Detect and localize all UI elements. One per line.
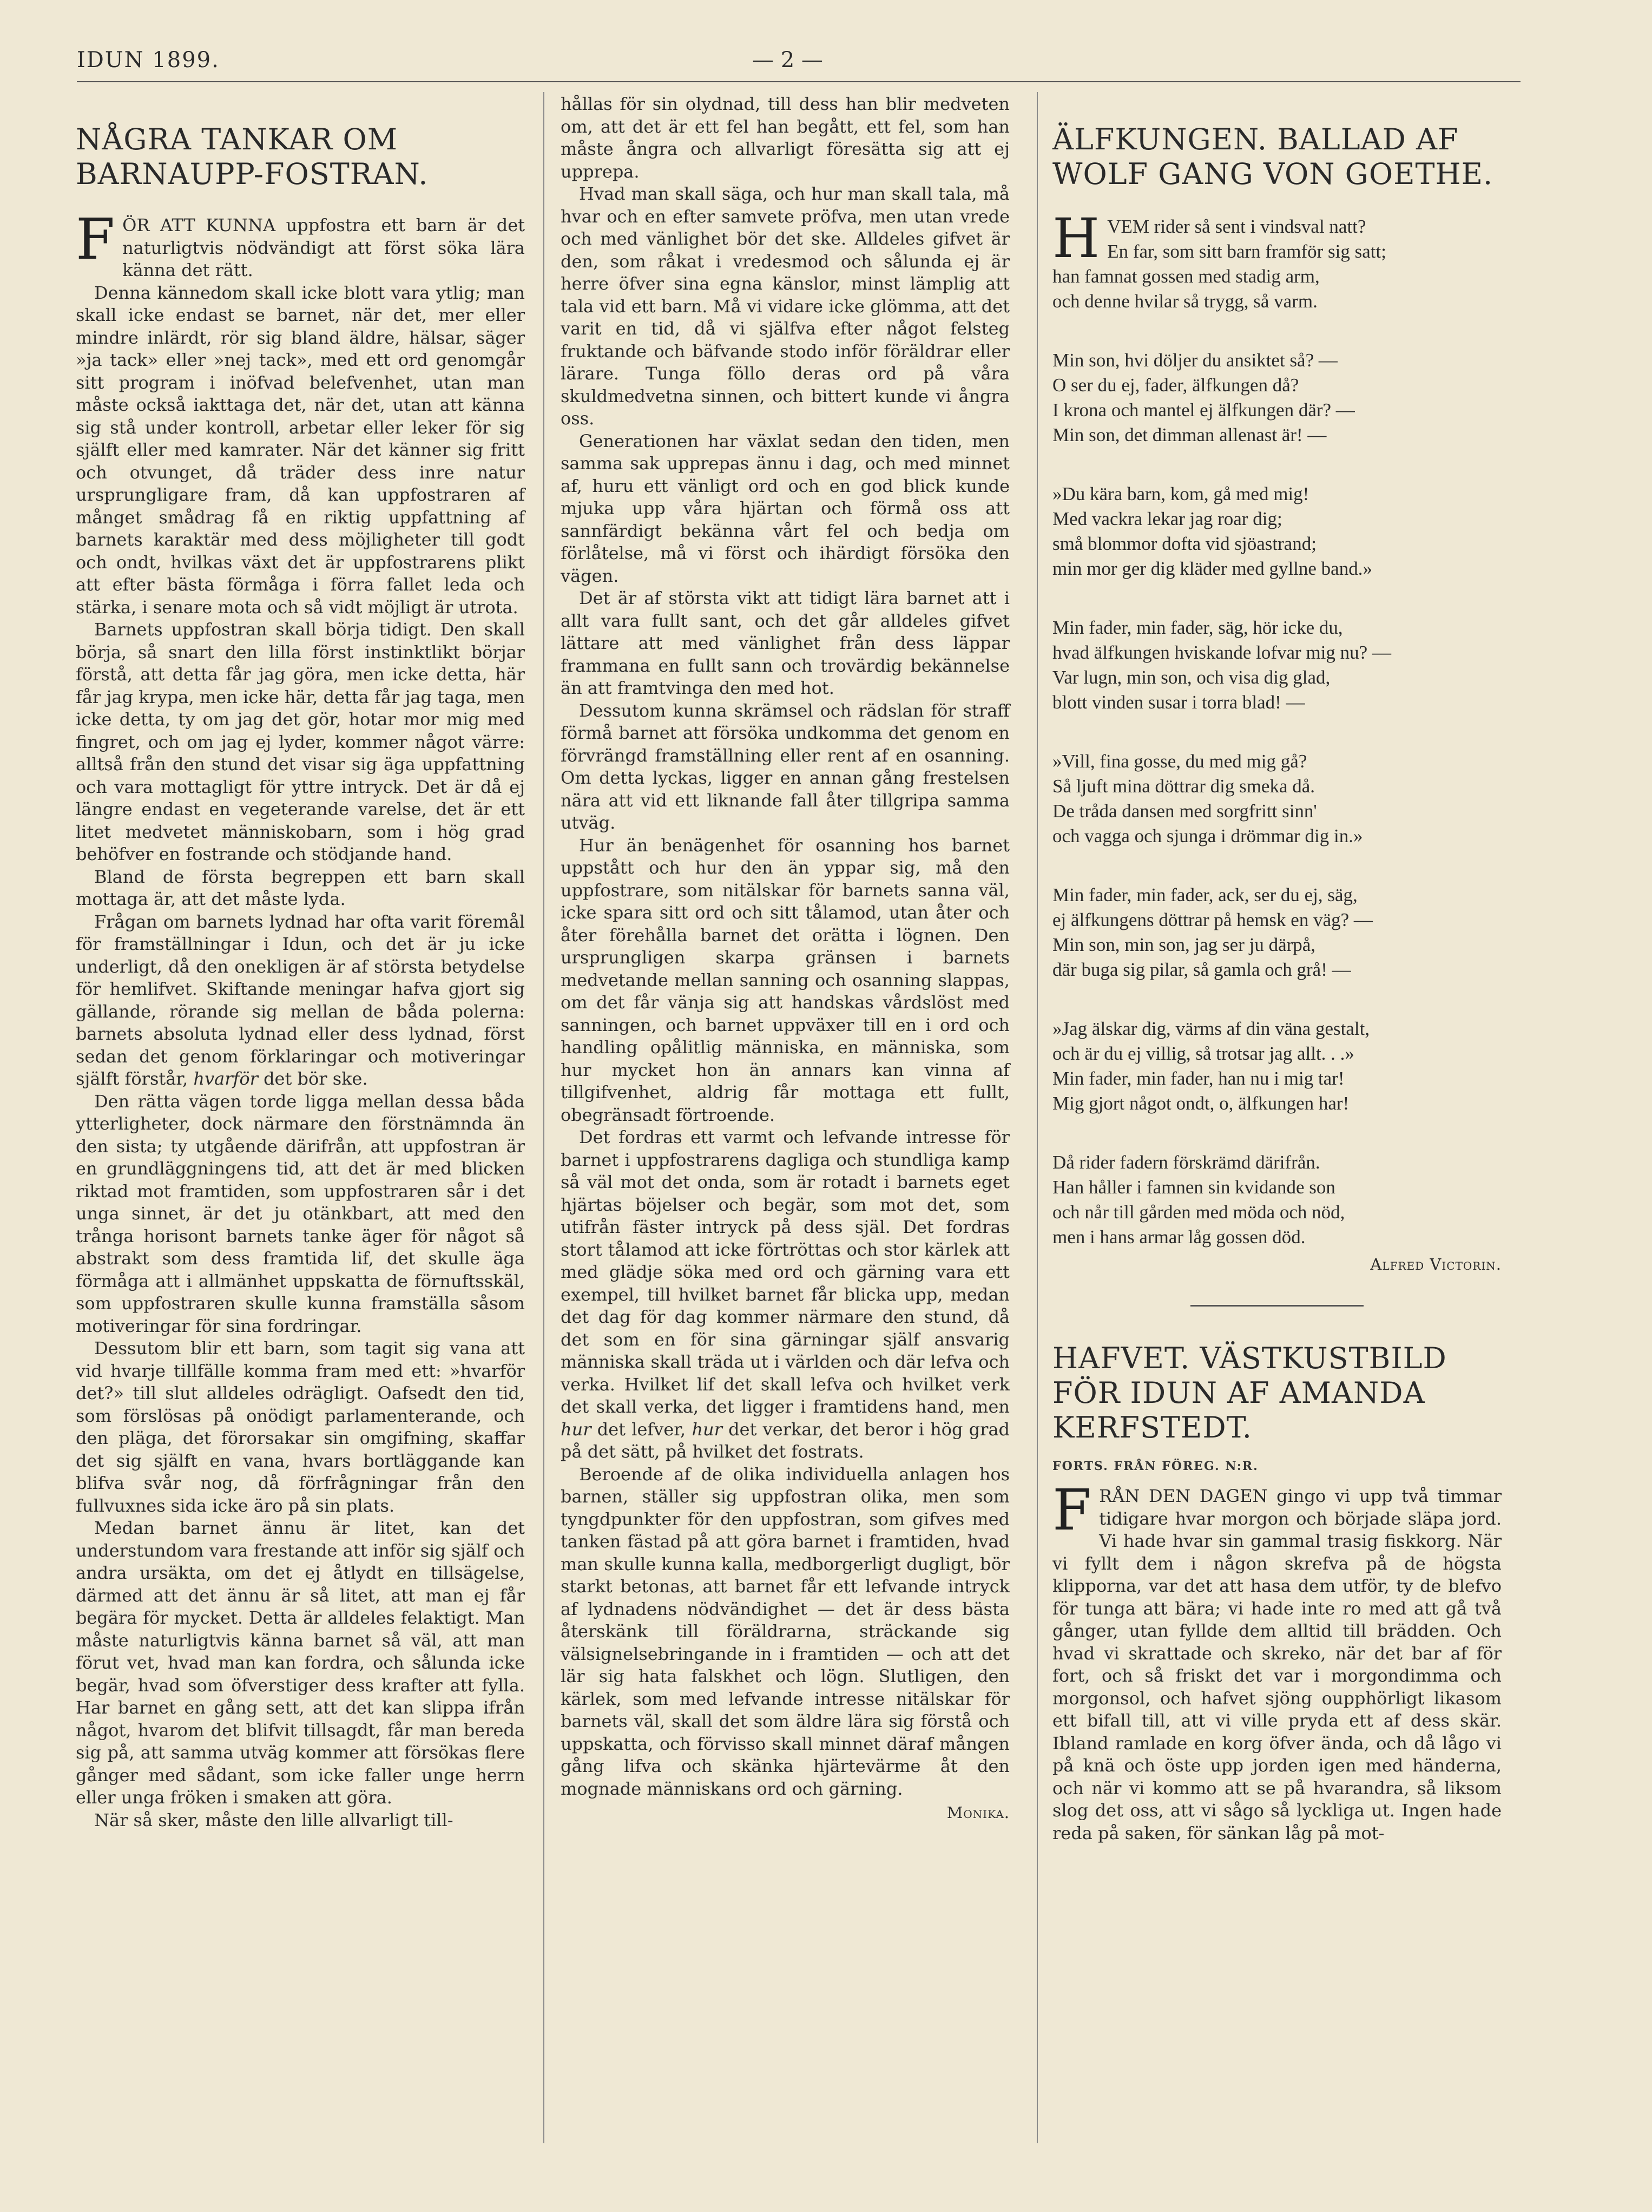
poem-line: Han håller i famnen sin kvidande son bbox=[1052, 1177, 1335, 1198]
paragraph: Dessutom blir ett barn, som tagit sig vana att vid hvarje tillfälle komma fram med ett: »hvarför det?» till slut alldeles odrägligt. Oafsedt den tid, som förslösas på onödigt parlamenterande, och den pläga, det förorsakar sin omgifning, skaffar det sig själft en vana, hvars bortläggande kan blifva svår nog, då förfrågningar från den fullvuxnes sida icke äro på sin plats. bbox=[76, 1338, 525, 1516]
poem-stanza bbox=[1052, 749, 1502, 849]
paragraph: Barnets uppfostran skall börja tidigt. Den skall börja, så snart den lilla först instinktlikt börjar förstå, att detta får jag göra, men icke detta, här får jag krypa, men icke här, detta får jag taga, men icke detta, ty om jag det gör, hotar mor mig med fingret, och om jag ej lyder, kommer något värre: alltså från den stund det visar sig äga uppfattning och vara mottagligt för yttre intryck. Det är då ej längre endast en vegeterande varelse, det är ett litet medvetet människobarn, som i hög grad behöfver en fostrande och stödjande hand. bbox=[76, 619, 525, 864]
author-signature: Monika. bbox=[946, 1803, 1010, 1822]
poem-line: De tråda dansen med sorgfritt sinn' bbox=[1052, 800, 1317, 822]
paragraph: Dessutom kunna skrämsel och rädslan för straff förmå barnet att försöka undkomma det genom en förvrängd framställning eller rent af en osanning. Om detta lyckas, ligger en annan gång frestelsen nära att vid ett liknande fall åter tillgripa samma utväg. bbox=[561, 700, 1010, 833]
column-1 bbox=[76, 91, 525, 1832]
poem-line: Så ljuft mina döttrar dig smeka då. bbox=[1052, 776, 1315, 797]
poem-line: och vagga och sjunga i drömmar dig in.» bbox=[1052, 825, 1363, 846]
poem-line: O ser du ej, fader, älfkungen då? bbox=[1052, 375, 1299, 396]
paragraph: Det fordras ett varmt och lefvande intresse för barnet i uppfostrarens dagliga och stundliga kamp så väl mot det onda, som är rotadt i barnets eget hjärtas böjelser och begär, som mot det, som utifrån fäster intryck på dess själ. Det fordras stort tålamod att icke förtröttas och stor kärlek att med glädje söka med ord och gärning vara ett exempel, till hvilket barnet får blicka upp, medan det dag för dag kommer närmare den stund, då det som en för sina gärningar själf ansvarig människa skall träda ut i världen och där lefva och verka. Hvilket lif det skall lefva och hvilket verk det skall verka, det ligger i framtidens hand, men hur det lefver, hur det verkar, det beror i hög grad på det sätt, på hvilket det fostrats. bbox=[561, 1127, 1010, 1462]
poem-title: ÄLFKUNGEN. BALLAD AF WOLF GANG VON GOETHE. bbox=[1052, 122, 1493, 191]
paragraph: Hvad man skall säga, och hur man skall tala, må hvar och en efter samvete pröfva, men utan vrede och med vänlighet bör det ske. Alldeles gifvet är den, som råkat i vredesmod och sålunda ej är herre öfver sina egna känslor, minst lämplig att tala vid ett barn. Må vi vidare icke glömma, att det varit en tid, då vi själfva efter något felsteg fruktande och bäfvande stodo inför föräldrar eller lärare. Tunga föllo deras ord på våra skuldmedvetna sinnen, och bittert kunde vi ångra oss. bbox=[561, 183, 1010, 429]
article-title-sea: HAFVET. VÄSTKUSTBILD FÖR IDUN AF AMANDA KERFSTEDT. bbox=[1052, 1341, 1447, 1445]
poem-line: och når till gården med möda och nöd, bbox=[1052, 1202, 1345, 1223]
poem-line: Min fader, min fader, säg, hör icke du, bbox=[1052, 617, 1343, 638]
poem-line: ej älfkungens döttrar på hemsk en väg? — bbox=[1052, 909, 1373, 930]
poem-line: Min fader, min fader, ack, ser du ej, säg, bbox=[1052, 884, 1358, 905]
poem-line: Min fader, min fader, han nu i mig tar! bbox=[1052, 1068, 1345, 1089]
paragraph: Bland de första begreppen ett barn skall mottaga är, att det måste lyda. bbox=[76, 866, 525, 909]
poem-line: HVEM rider så sent i vindsval natt? bbox=[1052, 207, 1366, 270]
paragraph: Frågan om barnets lydnad har ofta varit föremål för framställningar i Idun, och det är ju icke underligt, då den onekligen är af största betydelse för hemlifvet. Skiftande meningar hafva gjort sig gällande, rörande sig mellan de båda polerna: barnets absoluta lydnad eller dess lydnad, först sedan det genom förklaringar och motiveringar själft förstår, hvarför det bör ske. bbox=[76, 911, 525, 1089]
poem-line: hvad älfkungen hviskande lofvar mig nu? — bbox=[1052, 642, 1391, 663]
drop-cap: H bbox=[1052, 207, 1100, 270]
article-body-upbringing-part1 bbox=[76, 206, 525, 1832]
column-rule-1 bbox=[543, 92, 544, 2143]
continued-note: FORTS. FRÅN FÖREG. N:R. bbox=[1052, 1459, 1259, 1473]
poem-stanza bbox=[1052, 482, 1502, 581]
poem-stanza bbox=[1052, 348, 1502, 448]
poem-body bbox=[1052, 207, 1502, 1250]
article-body-sea bbox=[1052, 1477, 1502, 1845]
poem-stanza bbox=[1052, 1016, 1502, 1116]
poem-stanza bbox=[1052, 1150, 1502, 1250]
paragraph: Den rätta vägen torde ligga mellan dessa båda ytterligheter, dock närmare den förstnämnda än den sista; ty utgående därifrån, att uppfostran är en grundläggningens tid, att det är med blicken riktad mot framtiden, som uppfostraren sår i det unga sinnet, är det ju otänkbart, att med den trånga horisont barnets tanke äger för något så abstrakt som dess framtida lif, det skulle äga förmåga att i allmänhet uppskatta de förnuftsskäl, som uppfostraren skulle kunna framställa såsom motiveringar för sina fordringar. bbox=[76, 1091, 525, 1336]
paragraph: Denna kännedom skall icke blott vara ytlig; man skall icke endast se barnet, när det, mer eller mindre inlärdt, rör sig bland äldre, hälsar, säger »ja tack» eller »nej tack», med ett ord genomgår sitt program i inöfvad belefvenhet, utan man måste också iakttaga det, när det, utan att känna sig stå under kontroll, arbetar eller leker för sig själft eller med kamrater. När det känner sig fritt och otvunget, då träder dess inre natur ursprungligare fram, då kan uppfostraren af månget smådrag få en riktig uppfattning af barnets karaktär med dess möjligheter till godt och ondt, hvilkas växt det är uppfostrarens plikt att efter bästa förmåga i förra fallet leda och stärka, i senare mota och så vidt möjligt är utrota. bbox=[76, 282, 525, 618]
column-2 bbox=[561, 91, 1010, 1822]
poem-line: I krona och mantel ej älfkungen där? — bbox=[1052, 399, 1355, 421]
poem-stanza bbox=[1052, 883, 1502, 982]
poem-line: min mor ger dig kläder med gyllne band.» bbox=[1052, 558, 1372, 579]
poem-translator-signature: Alfred Victorin. bbox=[1370, 1255, 1502, 1274]
paragraph: När så sker, måste den lille allvarligt till- bbox=[94, 1809, 453, 1830]
section-divider bbox=[1190, 1305, 1364, 1307]
poem-line: Var lugn, min son, och visa dig glad, bbox=[1052, 667, 1331, 688]
drop-cap: F bbox=[1052, 1477, 1092, 1543]
poem-line: och är du ej villig, så trotsar jag allt. . .» bbox=[1052, 1043, 1354, 1064]
column-3 bbox=[1052, 91, 1502, 1845]
masthead-date: IDUN 1899. bbox=[77, 48, 220, 73]
paragraph: FÖR ATT KUNNA uppfostra ett barn är det naturligtvis nödvändigt att först söka lära känna det rätt. bbox=[76, 206, 525, 280]
paragraph: FRÅN DEN DAGEN gingo vi upp två timmar tidigare hvar morgon och började släpa jord. Vi hade hvar sin gammal trasig fiskkorg. När vi fyllt dem i någon skrefva på de högsta klipporna, var det att hasa dem utför, ty de blefvo för tunga att bära; vi hade inte ro med att gå två gånger, utan fyllde dem alltid till brädden. Och hvad vi skrattade och skreko, när det bar af för fort, och så friskt det var i morgondimma och morgonsol, och hafvet sjöng oupphörligt likasom ett bifall till, att vi ville pryda ett af dess skär. Ibland ramlade en korg öfver ända, och då lågo vi på knä och öste upp jorden igen med händerna, och när vi kommo att se på hvarandra, så liksom slog det oss, att vi sågo så lyckliga ut. Ingen hade reda på saken, för sänkan låg på mot- bbox=[1052, 1477, 1502, 1843]
poem-line: En far, som sitt barn framför sig satt; bbox=[1107, 241, 1386, 262]
poem-line: Mig gjort något ondt, o, älfkungen har! bbox=[1052, 1093, 1350, 1114]
poem-line: Med vackra lekar jag roar dig; bbox=[1052, 508, 1282, 529]
poem-line: små blommor dofta vid sjöastrand; bbox=[1052, 533, 1317, 554]
poem-stanza bbox=[1052, 615, 1502, 715]
poem-line: Min son, det dimman allenast är! — bbox=[1052, 424, 1327, 445]
poem-line: Då rider fadern förskrämd därifrån. bbox=[1052, 1152, 1320, 1173]
poem-line: »Du kära barn, kom, gå med mig! bbox=[1052, 483, 1309, 504]
poem-line: blott vinden susar i torra blad! — bbox=[1052, 692, 1305, 713]
page-number: — 2 — bbox=[752, 48, 823, 73]
poem-line: men i hans armar låg gossen död. bbox=[1052, 1226, 1306, 1248]
article-title-upbringing: NÅGRA TANKAR OM BARNAUPP-FOSTRAN. bbox=[76, 122, 429, 191]
column-rule-2 bbox=[1037, 92, 1038, 2143]
paragraph: Hur än benägenhet för osanning hos barnet uppstått och hur den än yppar sig, må den uppfostrare, som nitälskar för barnets sanna väl, icke spara sitt ord och sitt tålamod, utan åter och åter förehålla barnet det orätta i lögnen. Den ursprungligen skarpa gränsen i barnets medvetande mellan sanning och osanning slappas, om det får vänja sig att handskas vårdslöst med sanningen, och barnet uppväxer till en i ord och handling opålitlig människa, en människa, som hur mycket hon än annars kan vinna af tillgifvenhet, aldrig får mottaga ett fullt, obegränsadt förtroende. bbox=[561, 835, 1010, 1125]
drop-cap: F bbox=[76, 206, 115, 272]
poem-stanza bbox=[1052, 207, 1502, 314]
header-rule bbox=[77, 81, 1521, 82]
poem-line: »Jag älskar dig, värms af din väna gestalt, bbox=[1052, 1018, 1370, 1039]
poem-line: där buga sig pilar, så gamla och grå! — bbox=[1052, 959, 1351, 980]
paragraph: Det är af största vikt att tidigt lära barnet att i allt vara fullt sant, och det går alldeles gifvet lättare att med vänlighet från dess läppar frammana en fullt sann och trovärdig bekännelse än att framtvinga den med hot. bbox=[561, 588, 1010, 698]
poem-line: »Vill, fina gosse, du med mig gå? bbox=[1052, 751, 1307, 772]
poem-line: och denne hvilar så trygg, så varm. bbox=[1052, 291, 1318, 312]
article-body-upbringing-part2 bbox=[561, 93, 1010, 1800]
paragraph: Beroende af de olika individuella anlagen hos barnen, ställer sig uppfostran olika, men som tyngdpunkter för den uppfostran, som gifves med tanken fästad på att göra barnet i framtiden, hvad man skulle kunna kalla, medborgerligt dugligt, bör starkt betonas, att barnet får ett lefvande intryck af lydnadens nödvändighet — det är dess bästa återskänk till föräldrarna, sträckande sig välsignelsebringande in i framtiden — och att det lär sig hata falskhet och lögn. Slutligen, den kärlek, som med lefvande intresse nitälskar för barnets väl, skall det som äldre lära sig förstå och uppskatta, och förvisso skall minnet däraf mången gång lifva och skänka hjärtevärme åt den mognade människans ord och gärning. bbox=[561, 1463, 1010, 1799]
poem-line: Min son, hvi döljer du ansiktet så? — bbox=[1052, 350, 1338, 371]
poem-line: han famnat gossen med stadig arm, bbox=[1052, 266, 1320, 287]
paragraph: Medan barnet ännu är litet, kan det understundom vara frestande att inför sig själf och andra ursäkta, om det ej åtlydt en tillsägelse, därmed att det ännu är så litet, att man ej får begära för mycket. Detta är alldeles felaktigt. Man måste naturligtvis känna barnet så väl, att man förut vet, hvad man kan fordra, och sålunda icke begär, hvad som öfverstiger dess krafter att fylla. Har barnet en gång sett, att det kan slippa ifrån något, hvarom det blifvit tillsagdt, får man bereda sig på, att samma utväg kommer att försökas flere gånger med sådant, som icke faller unge herrn eller unga fröken i smaken att göra. bbox=[76, 1518, 525, 1808]
paragraph: Generationen har växlat sedan den tiden, men samma sak upprepas ännu i dag, och med minnet af, huru ett vänligt ord och en god blick kunde mjuka upp våra hjärtan och förmå oss att sannfärdigt bekänna vårt fel och bedja om förlåtelse, må vi först och ihärdigt försöka den vägen. bbox=[561, 430, 1010, 586]
paragraph: hållas för sin olydnad, till dess han blir medveten om, att det är ett fel han begått, ett fel, som han måste ångra och allvarligt föresätta sig att ej upprepa. bbox=[561, 94, 1010, 182]
poem-line: Min son, min son, jag ser ju därpå, bbox=[1052, 934, 1316, 955]
